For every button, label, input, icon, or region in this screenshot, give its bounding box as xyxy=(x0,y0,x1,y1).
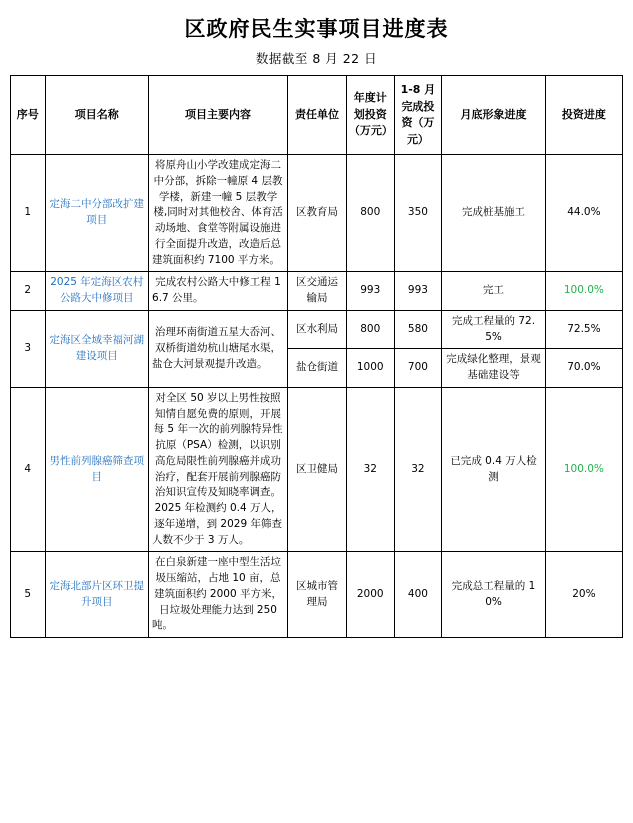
cell-plan-investment: 993 xyxy=(346,272,394,311)
cell-project-content: 将原舟山小学改建成定海二中分部，拆除一幢原 4 层教学楼，新建一幢 5 层教学楼,同时对其他校舍、体育活动场地、食堂等附属设施进行全面提升改造，改造后总建筑面积约 7100 平方米。 xyxy=(149,155,288,272)
cell-done-investment: 32 xyxy=(394,387,442,552)
column-header-physical: 月底形象进度 xyxy=(442,76,546,155)
cell-investment-percent: 20% xyxy=(545,552,622,638)
table-row xyxy=(11,552,623,638)
cell-index: 4 xyxy=(11,387,46,552)
cell-project-content: 完成农村公路大中修工程 16.7 公里。 xyxy=(149,272,288,311)
cell-physical-progress: 完成绿化整理，景观基础建设等 xyxy=(442,349,546,388)
page-title: 区政府民生实事项目进度表 xyxy=(184,16,449,41)
cell-plan-investment: 1000 xyxy=(346,349,394,388)
cell-responsible-unit: 区交通运输局 xyxy=(288,272,347,311)
table-row xyxy=(11,272,623,311)
cell-responsible-unit: 区教育局 xyxy=(288,155,347,272)
cell-physical-progress: 完工 xyxy=(442,272,546,311)
cell-index: 3 xyxy=(11,310,46,387)
cell-responsible-unit: 区卫健局 xyxy=(288,387,347,552)
cell-done-investment: 350 xyxy=(394,155,442,272)
cell-investment-percent: 72.5% xyxy=(545,310,622,349)
cell-project-content: 治理环南街道五星大岙河、双桥街道幼杭山塘尾水渠，盐仓大河景观提升改造。 xyxy=(149,310,288,387)
data-cutoff-note: 数据截至 8 月 22 日 xyxy=(255,51,378,66)
cell-physical-progress: 已完成 0.4 万人检测 xyxy=(442,387,546,552)
cell-investment-percent: 100.0% xyxy=(545,387,622,552)
cell-responsible-unit: 区城市管理局 xyxy=(288,552,347,638)
cell-index: 1 xyxy=(11,155,46,272)
cell-plan-investment: 800 xyxy=(346,155,394,272)
cell-index: 5 xyxy=(11,552,46,638)
column-header-percent: 投资进度 xyxy=(545,76,622,155)
cell-done-investment: 400 xyxy=(394,552,442,638)
table-row xyxy=(11,155,623,272)
cell-plan-investment: 2000 xyxy=(346,552,394,638)
column-header-content: 项目主要内容 xyxy=(149,76,288,155)
cell-responsible-unit: 区水利局 xyxy=(288,310,347,349)
cell-physical-progress: 完成桩基施工 xyxy=(442,155,546,272)
column-header-index: 序号 xyxy=(11,76,46,155)
column-header-done: 1-8 月完成投资（万元） xyxy=(394,76,442,155)
cell-project-name: 定海北部片区环卫提升项目 xyxy=(45,552,149,638)
cell-project-content: 对全区 50 岁以上男性按照知情自愿免费的原则，开展每 5 年一次的前列腺特异性抗原（PSA）检测，以识别高危局限性前列腺癌并成功治疗，配套开展前列腺癌防治知识宣传及知晓率调查。2025 年检测约 0.4 万人，逐年递增，到 2029 年筛查人数不少于 3 万人。 xyxy=(149,387,288,552)
cell-project-content: 在白泉新建一座中型生活垃圾压缩站，占地 10 亩，总建筑面积约 2000 平方米，日垃圾处理能力达到 250 吨。 xyxy=(149,552,288,638)
document-page xyxy=(0,13,633,823)
cell-done-investment: 700 xyxy=(394,349,442,388)
cell-investment-percent: 44.0% xyxy=(545,155,622,272)
cell-plan-investment: 800 xyxy=(346,310,394,349)
cell-project-name: 男性前列腺癌筛查项目 xyxy=(45,387,149,552)
cell-responsible-unit: 盐仓街道 xyxy=(288,349,347,388)
cell-project-name: 2025 年定海区农村公路大中修项目 xyxy=(45,272,149,311)
cell-project-name: 定海二中分部改扩建项目 xyxy=(45,155,149,272)
cell-plan-investment: 32 xyxy=(346,387,394,552)
cell-physical-progress: 完成工程量的 72.5% xyxy=(442,310,546,349)
table-header-row xyxy=(11,76,623,155)
table-row xyxy=(11,387,623,552)
cell-project-name: 定海区全域幸福河湖建设项目 xyxy=(45,310,149,387)
cell-done-investment: 580 xyxy=(394,310,442,349)
progress-table xyxy=(10,75,623,638)
cell-investment-percent: 70.0% xyxy=(545,349,622,388)
cell-investment-percent: 100.0% xyxy=(545,272,622,311)
cell-done-investment: 993 xyxy=(394,272,442,311)
column-header-name: 项目名称 xyxy=(45,76,149,155)
table-row xyxy=(11,310,623,349)
cell-index: 2 xyxy=(11,272,46,311)
column-header-plan: 年度计划投资（万元） xyxy=(346,76,394,155)
cell-physical-progress: 完成总工程量的 10% xyxy=(442,552,546,638)
column-header-unit: 责任单位 xyxy=(288,76,347,155)
